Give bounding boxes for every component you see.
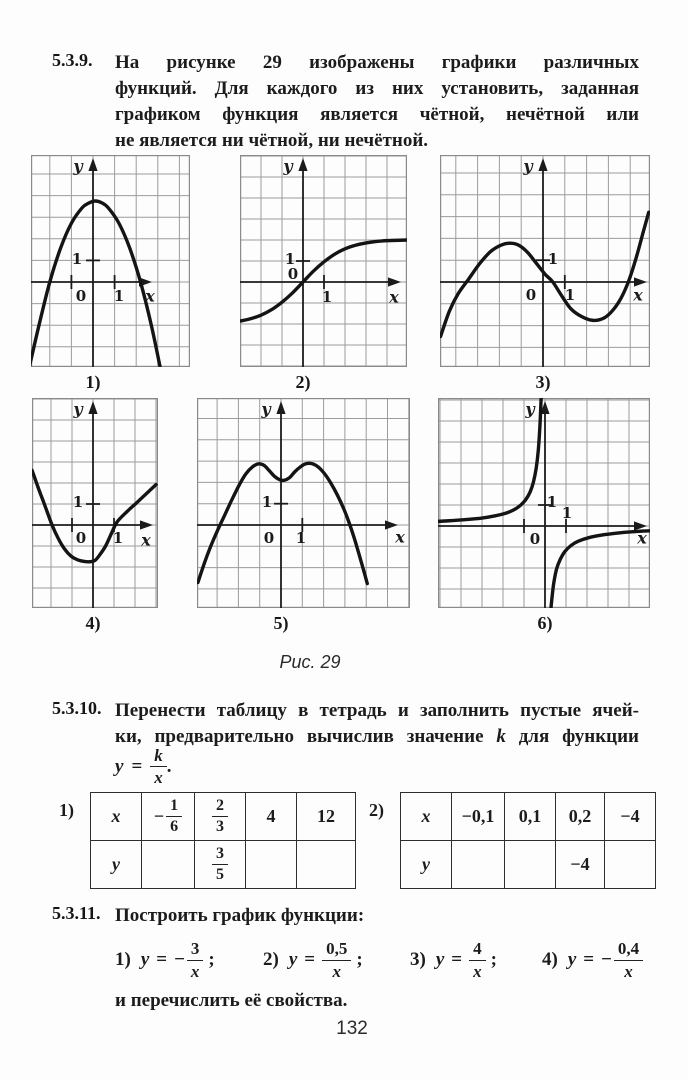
table-cell: −4: [556, 841, 605, 889]
function-item-2: [263, 932, 363, 988]
table-label: 2): [369, 800, 384, 820]
fraction: − $\frac{1}{6}$: [154, 797, 182, 836]
table-cell: [246, 841, 297, 889]
fraction: 2 3: [212, 797, 228, 836]
table-cell: x: [401, 793, 452, 841]
problem-text-539: [115, 50, 639, 154]
text-line: На рисунке 29 изображены графики различных: [115, 52, 639, 73]
equals-sign: =: [131, 755, 143, 777]
axis-label-x: x: [141, 530, 151, 550]
semicolon: ;: [208, 949, 215, 970]
axis-label-x: x: [389, 287, 399, 307]
axis-label-y: y: [283, 156, 293, 176]
period: .: [166, 755, 172, 777]
axis-label-1: 1: [71, 250, 83, 268]
axes: [31, 166, 144, 367]
graph-label-2: 2): [295, 372, 311, 392]
page-number: 132: [336, 1018, 368, 1039]
table-cell: −4: [605, 793, 656, 841]
axis-label-1: 1: [261, 493, 273, 511]
function-curve: [441, 212, 649, 336]
problem-number-5311: 5.3.11.: [52, 903, 101, 923]
axis-label-x: x: [633, 285, 643, 305]
axis-label-y: y: [525, 399, 535, 419]
graph-plot-5: [197, 398, 410, 608]
axis-label-0: 0: [529, 530, 541, 548]
function-item-1: [115, 932, 215, 988]
table-cell: 0,2: [556, 793, 605, 841]
table-cell: 12: [297, 793, 356, 841]
equals-sign: =: [583, 949, 595, 970]
table-cell: [195, 841, 246, 889]
table-cell: y: [91, 841, 142, 889]
y-axis-arrow-icon: [88, 158, 97, 171]
axis-label-1: 1: [321, 288, 333, 306]
text-line: графиком функция является чётной, нечётной или: [115, 104, 639, 125]
axis-label-x: x: [395, 527, 405, 547]
fraction: [150, 746, 167, 787]
text-line: функций. Для каждого из них установить, заданная: [115, 78, 639, 99]
math-y: y: [435, 949, 445, 970]
table-label: 1): [59, 800, 74, 820]
x-axis-arrow-icon: [388, 277, 401, 286]
axis-label-1: 1: [546, 493, 558, 511]
fraction: 3 5: [212, 845, 228, 884]
text-line: и перечислить её свойства.: [115, 990, 348, 1011]
minus-sign: −: [174, 949, 185, 970]
axis-label-1: 1: [295, 529, 307, 547]
table-cell: −0,1: [452, 793, 505, 841]
graph-plot-1: [31, 155, 190, 367]
function-curve: [31, 201, 160, 367]
item-label: 4): [542, 949, 558, 970]
value-table-1: [59, 792, 356, 889]
axis-label-0: 0: [287, 265, 299, 283]
axis-label-y: y: [523, 156, 533, 176]
problem-text-5310: [115, 698, 639, 750]
equals-sign: =: [156, 949, 168, 970]
axis-label-1: 1: [113, 287, 125, 305]
problem-title-5311: [115, 903, 639, 929]
text-line: Перенести таблицу в тетрадь и заполнить пустые ячей-: [115, 700, 639, 721]
semicolon: ;: [356, 949, 363, 970]
graph-label-3: 3): [535, 372, 551, 392]
table-cell: [605, 841, 656, 889]
y-axis-arrow-icon: [298, 158, 307, 171]
graph-label-4: 4): [85, 613, 101, 633]
y-axis-arrow-icon: [88, 401, 97, 414]
figure-caption: Рис. 29: [279, 652, 341, 672]
minus-sign: −: [601, 949, 612, 970]
graph-plot-2: [240, 155, 407, 367]
function-item-4: [542, 932, 643, 988]
function-item-3: [410, 932, 497, 988]
text-line: ки, предварительно вычислив значение k для функции: [115, 726, 639, 747]
axis-label-0: 0: [75, 287, 87, 305]
math-k: k: [154, 746, 163, 765]
x-axis-arrow-icon: [140, 520, 153, 529]
table: [400, 792, 656, 889]
table-cell: 4: [246, 793, 297, 841]
y-axis-arrow-icon: [276, 401, 285, 414]
equals-sign: =: [304, 949, 316, 970]
fraction: 0,5 x: [322, 939, 351, 980]
graph-plot-3: [440, 155, 650, 367]
axis-label-0: 0: [75, 529, 87, 547]
table-cell: [142, 793, 195, 841]
math-k: k: [496, 726, 506, 747]
function-list: [0, 932, 688, 988]
graph-label-1: 1): [85, 372, 101, 392]
equals-sign: =: [451, 949, 463, 970]
table-cell: [452, 841, 505, 889]
text-line: не является ни чётной, ни нечётной.: [115, 130, 429, 151]
table-cell: x: [91, 793, 142, 841]
table-cell: [195, 793, 246, 841]
axis-label-x: x: [637, 528, 647, 548]
grid-border: [439, 399, 650, 608]
table-cell: [142, 841, 195, 889]
axis-label-x: x: [145, 286, 155, 306]
table-cell: [505, 841, 556, 889]
graph-plot-4: [32, 398, 158, 608]
graph-plot-6: [438, 398, 650, 608]
math-x: x: [154, 768, 163, 788]
function-curve: [198, 463, 367, 583]
axis-label-1: 1: [72, 493, 84, 511]
fraction: 3 x: [187, 939, 204, 980]
item-label: 2): [263, 949, 279, 970]
axis-label-0: 0: [525, 286, 537, 304]
math-y: y: [567, 949, 577, 970]
table-cell: [297, 841, 356, 889]
axis-label-1: 1: [561, 504, 573, 522]
fraction: 0,4 x: [614, 939, 643, 980]
formula-y-equals-k-over-x: [115, 746, 172, 787]
graph-label-5: 5): [273, 613, 289, 633]
math-y: y: [115, 755, 124, 777]
axis-label-1: 1: [284, 250, 296, 268]
axis-label-y: y: [73, 156, 83, 176]
graph-label-6: 6): [537, 613, 553, 633]
problem-number-5310: 5.3.10.: [52, 698, 102, 718]
y-axis-arrow-icon: [538, 158, 547, 171]
text-line: Построить график функции:: [115, 905, 365, 926]
item-label: 3): [410, 949, 426, 970]
axis-label-1: 1: [547, 250, 559, 268]
item-label: 1): [115, 949, 131, 970]
math-y: y: [140, 949, 150, 970]
math-y: y: [288, 949, 298, 970]
axis-label-0: 0: [263, 529, 275, 547]
value-table-2: [369, 792, 656, 889]
axis-label-y: y: [261, 399, 271, 419]
semicolon: ;: [490, 949, 497, 970]
fraction: 4 x: [469, 939, 486, 980]
axis-label-1: 1: [564, 286, 576, 304]
axis-label-y: y: [73, 399, 83, 419]
table-cell: y: [401, 841, 452, 889]
axis-label-1: 1: [112, 529, 124, 547]
problem-number-539: 5.3.9.: [52, 50, 93, 70]
problem-footer-5311: [115, 988, 639, 1014]
table-cell: 0,1: [505, 793, 556, 841]
table: [90, 792, 356, 889]
